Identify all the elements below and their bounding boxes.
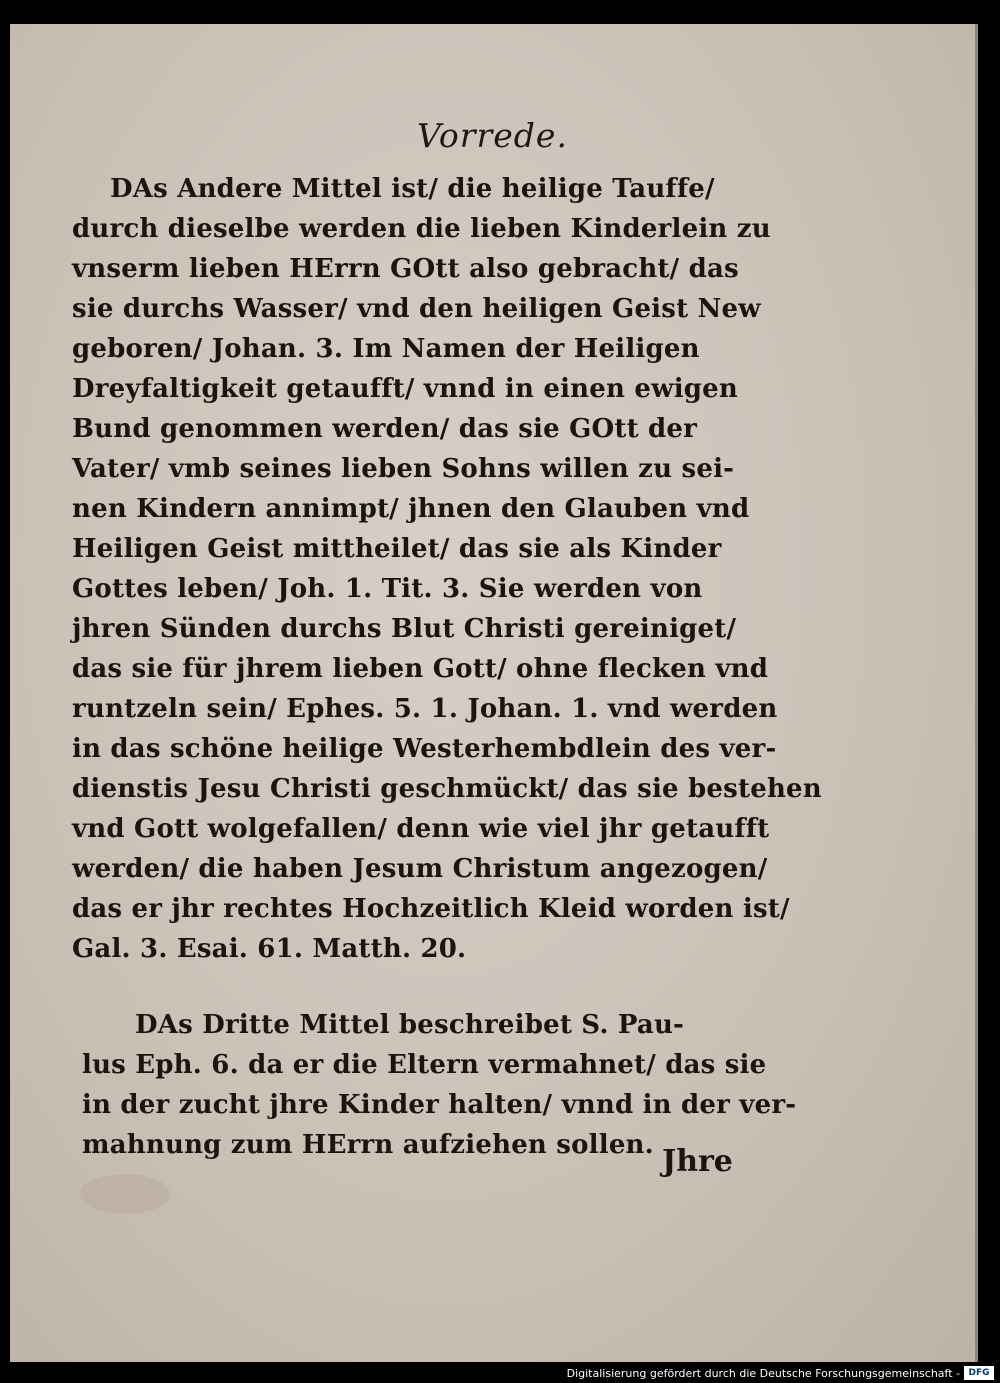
text-line: werden/ die haben Jesum Christum angezogen/ [72, 854, 768, 884]
text-line: mahnung zum HErrn aufziehen sollen. [82, 1130, 654, 1160]
footer-bar [0, 1364, 1000, 1383]
funding-notice: Digitalisierung gefördert durch die Deutsche Forschungsgemeinschaft - [566, 1367, 960, 1380]
scanned-page [10, 24, 978, 1362]
text-line: Gottes leben/ Joh. 1. Tit. 3. Sie werden von [72, 574, 703, 604]
text-line: vnserm lieben HErrn GOtt also gebracht/ das [72, 254, 739, 284]
text-line: Dreyfaltigkeit getaufft/ vnnd in einen ewigen [72, 374, 738, 404]
text-line: DAs Dritte Mittel beschreibet S. Pau- [135, 1010, 685, 1040]
text-line: nen Kindern annimpt/ jhnen den Glauben vnd [72, 494, 750, 524]
text-line: das sie für jhrem lieben Gott/ ohne flecken vnd [72, 654, 769, 684]
text-line: sie durchs Wasser/ vnd den heiligen Geist New [72, 294, 761, 324]
text-line: durch dieselbe werden die lieben Kinderlein zu [72, 214, 771, 244]
text-line: DAs Andere Mittel ist/ die heilige Tauffe/ [110, 174, 715, 204]
text-line: Vater/ vmb seines lieben Sohns willen zu sei- [72, 454, 735, 484]
text-line: Bund genommen werden/ das sie GOtt der [72, 414, 698, 444]
paper-stain [80, 1174, 170, 1214]
text-line: in das schöne heilige Westerhembdlein des ver- [72, 734, 777, 764]
page-heading: Vorrede. [417, 116, 568, 155]
text-line: jhren Sünden durchs Blut Christi gereiniget/ [72, 614, 737, 644]
dfg-logo-icon: DFG [964, 1366, 994, 1380]
catchword: Jhre [662, 1144, 733, 1179]
text-line: lus Eph. 6. da er die Eltern vermahnet/ das sie [82, 1050, 767, 1080]
text-line: Heiligen Geist mittheilet/ das sie als Kinder [72, 534, 722, 564]
text-line: in der zucht jhre Kinder halten/ vnnd in der ver- [82, 1090, 797, 1120]
text-line: geboren/ Johan. 3. Im Namen der Heiligen [72, 334, 700, 364]
text-line: Gal. 3. Esai. 61. Matth. 20. [72, 934, 467, 964]
text-line: das er jhr rechtes Hochzeitlich Kleid worden ist/ [72, 894, 790, 924]
text-line: vnd Gott wolgefallen/ denn wie viel jhr getaufft [72, 814, 770, 844]
text-line: runtzeln sein/ Ephes. 5. 1. Johan. 1. vnd werden [72, 694, 778, 724]
text-line: dienstis Jesu Christi geschmückt/ das sie bestehen [72, 774, 822, 804]
